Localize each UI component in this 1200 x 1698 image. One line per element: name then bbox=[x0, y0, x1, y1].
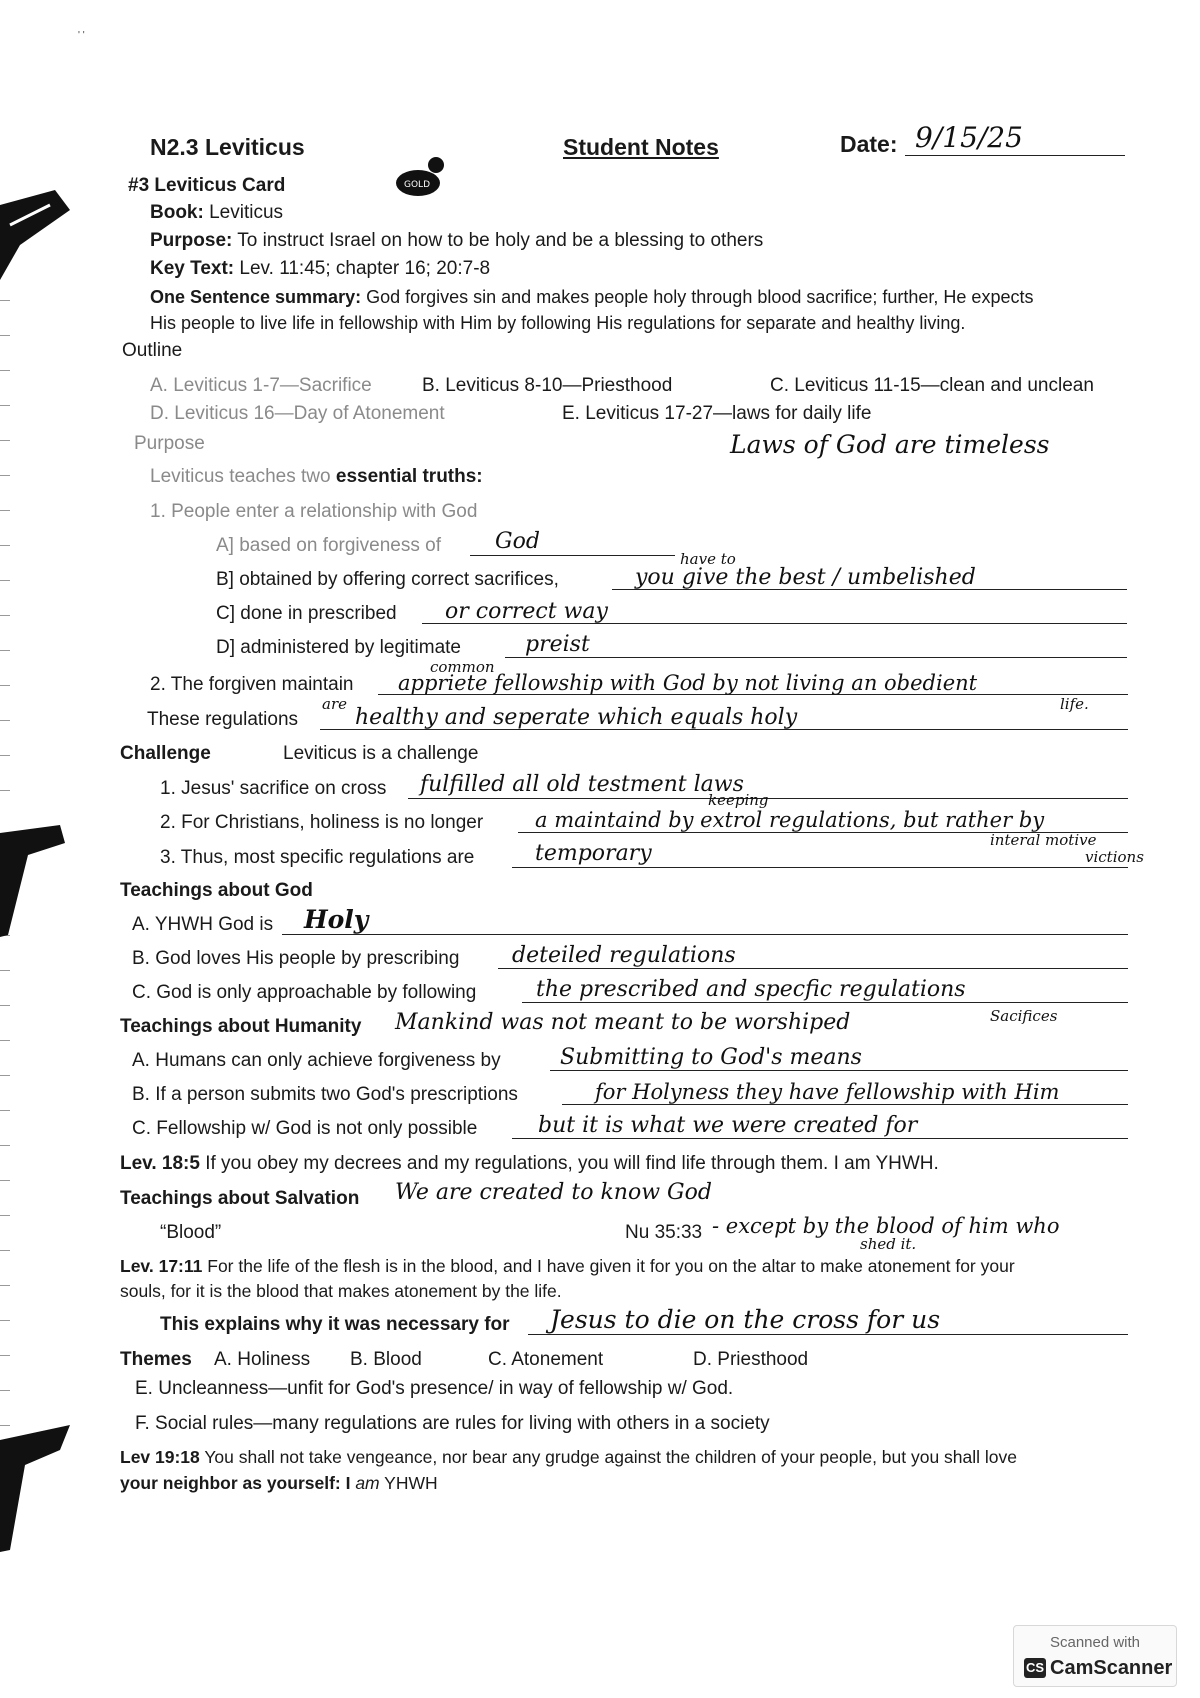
purpose-c-answer: or correct way bbox=[445, 599, 608, 624]
notes-title: Student Notes bbox=[563, 134, 719, 160]
purpose-point-2-answer: appriete fellowship with God by not living an obedient bbox=[398, 671, 978, 695]
purpose-d-label: D] administered by legitimate bbox=[216, 637, 461, 658]
challenge-3-answer: temporary bbox=[535, 841, 652, 866]
challenge-intro: Leviticus is a challenge bbox=[283, 743, 479, 764]
lev-17-11: Lev. 17:11 For the life of the flesh is in the blood, and I have given it for you on the altar to make atonement for your bbox=[120, 1256, 1015, 1276]
god-c-answer-cont: Sacifices bbox=[990, 1007, 1058, 1025]
date-underline bbox=[905, 155, 1125, 156]
lev-17-11-cont: souls, for it is the blood that makes atonement by the life. bbox=[120, 1281, 562, 1301]
purpose-point-2-note: common bbox=[430, 658, 495, 676]
god-b-label: B. God loves His people by prescribing bbox=[132, 948, 460, 969]
outline-item-d: D. Leviticus 16—Day of Atonement bbox=[150, 403, 445, 424]
camscanner-logo-icon: CS bbox=[1024, 1658, 1046, 1678]
binder-clip-top bbox=[0, 185, 80, 295]
purpose-b-label: B] obtained by offering correct sacrifices, bbox=[216, 569, 559, 590]
challenge-1-answer: fulfilled all old testment laws bbox=[420, 772, 744, 797]
challenge-3-line bbox=[512, 867, 1128, 868]
outline-heading: Outline bbox=[122, 340, 183, 361]
purpose-heading: Purpose bbox=[134, 433, 205, 454]
purpose-a-line bbox=[470, 555, 675, 556]
purpose-note: Laws of God are timeless bbox=[730, 430, 1050, 459]
god-b-answer: deteiled regulations bbox=[512, 943, 736, 968]
card-book: Book: Leviticus bbox=[150, 202, 284, 223]
card-key-text: Key Text: Lev. 11:45; chapter 16; 20:7-8 bbox=[150, 258, 491, 279]
humanity-c-line bbox=[512, 1138, 1128, 1139]
outline-item-c: C. Leviticus 11-15—clean and unclean bbox=[770, 375, 1094, 396]
scan-speck: ' ' bbox=[78, 30, 85, 41]
purpose-point-2-answer-cont: life. bbox=[1060, 695, 1089, 713]
lev-19-18-cont: your neighbor as yourself: I am YHWH bbox=[120, 1473, 438, 1493]
challenge-2-answer: a maintaind by extrol regulations, but rather by bbox=[535, 808, 1045, 832]
god-b-line bbox=[498, 968, 1128, 969]
humanity-b-label: B. If a person submits two God's prescriptions bbox=[132, 1084, 518, 1105]
humanity-heading: Teachings about Humanity bbox=[120, 1016, 362, 1037]
camscanner-badge bbox=[1013, 1625, 1177, 1687]
salvation-heading: Teachings about Salvation bbox=[120, 1188, 360, 1209]
purpose-regs-note: are bbox=[322, 695, 347, 713]
god-heading: Teachings about God bbox=[120, 880, 313, 901]
salvation-nu-note-cont: shed it. bbox=[860, 1235, 917, 1253]
lev-18-5: Lev. 18:5 If you obey my decrees and my regulations, you will find life through them. I am YHWH. bbox=[120, 1153, 939, 1174]
challenge-2-label: 2. For Christians, holiness is no longer bbox=[160, 812, 484, 833]
card-purpose: Purpose: To instruct Israel on how to be holy and be a blessing to others bbox=[150, 230, 764, 251]
challenge-2-note: keeping bbox=[708, 791, 769, 809]
purpose-intro: Leviticus teaches two essential truths: bbox=[150, 466, 483, 487]
theme-holiness: A. Holiness bbox=[214, 1349, 311, 1370]
explain-line bbox=[528, 1334, 1128, 1335]
challenge-2-answer-cont: interal motive bbox=[990, 831, 1097, 849]
salvation-blood: “Blood” bbox=[160, 1222, 222, 1243]
humanity-c-label: C. Fellowship w/ God is not only possible bbox=[132, 1118, 478, 1139]
theme-atonement: C. Atonement bbox=[488, 1349, 604, 1370]
purpose-b-answer: you give the best / umbelished bbox=[635, 565, 976, 590]
purpose-d-line bbox=[505, 657, 1127, 658]
badge-scanned-with: Scanned with bbox=[1049, 1634, 1141, 1651]
god-a-label: A. YHWH God is bbox=[132, 914, 274, 935]
salvation-nu-ref: Nu 35:33 bbox=[625, 1222, 703, 1243]
explain-label: This explains why it was necessary for bbox=[160, 1314, 510, 1335]
challenge-3-label: 3. Thus, most specific regulations are bbox=[160, 847, 475, 868]
theme-priesthood: D. Priesthood bbox=[693, 1349, 809, 1370]
purpose-a-label: A] based on forgiveness of bbox=[216, 535, 441, 556]
themes-heading: Themes bbox=[120, 1349, 192, 1370]
card-title: #3 Leviticus Card bbox=[128, 175, 286, 196]
humanity-b-line bbox=[562, 1104, 1128, 1105]
purpose-point-2-label: 2. The forgiven maintain bbox=[150, 674, 354, 695]
card-summary-line2: His people to live life in fellowship with Him by following His regulations for separate and healthy living. bbox=[150, 313, 966, 333]
purpose-point-1: 1. People enter a relationship with God bbox=[150, 501, 478, 522]
god-a-line bbox=[282, 934, 1128, 935]
theme-social-rules: F. Social rules—many regulations are rules for living with others in a society bbox=[135, 1413, 770, 1434]
binder-clip-bottom bbox=[0, 1420, 80, 1560]
purpose-d-answer: preist bbox=[525, 632, 590, 657]
humanity-a-line bbox=[550, 1070, 1128, 1071]
date-value: 9/15/25 bbox=[915, 121, 1023, 154]
god-c-line bbox=[522, 1002, 1128, 1003]
purpose-c-label: C] done in prescribed bbox=[216, 603, 397, 624]
purpose-regs-answer: healthy and seperate which equals holy bbox=[355, 705, 798, 730]
salvation-nu-note: - except by the blood of him who bbox=[712, 1214, 1060, 1238]
humanity-a-answer: Submitting to God's means bbox=[560, 1045, 862, 1070]
humanity-note: Mankind was not meant to be worshiped bbox=[395, 1010, 851, 1035]
humanity-a-label: A. Humans can only achieve forgiveness by bbox=[132, 1050, 501, 1071]
purpose-regs-label: These regulations bbox=[147, 709, 299, 730]
purpose-a-answer: God bbox=[495, 529, 540, 554]
outline-item-e: E. Leviticus 17-27—laws for daily life bbox=[562, 403, 872, 424]
humanity-b-answer: for Holyness they have fellowship with Him bbox=[595, 1080, 1060, 1104]
card-summary: One Sentence summary: God forgives sin and makes people holy through blood sacrifice; further, He expects bbox=[150, 287, 1034, 307]
doodle-icon bbox=[390, 147, 450, 207]
binder-clip-middle bbox=[0, 825, 80, 945]
purpose-b-note: have to bbox=[680, 550, 736, 568]
challenge-3-answer-cont: victions bbox=[1085, 848, 1144, 866]
theme-uncleanness: E. Uncleanness—unfit for God's presence/ in way of fellowship w/ God. bbox=[135, 1378, 734, 1399]
explain-answer: Jesus to die on the cross for us bbox=[550, 1305, 941, 1334]
date-label: Date: bbox=[840, 131, 898, 157]
god-c-label: C. God is only approachable by following bbox=[132, 982, 477, 1003]
challenge-heading: Challenge bbox=[120, 743, 211, 764]
outline-item-b: B. Leviticus 8-10—Priesthood bbox=[422, 375, 673, 396]
challenge-1-label: 1. Jesus' sacrifice on cross bbox=[160, 778, 387, 799]
god-c-answer: the prescribed and specfic regulations bbox=[536, 977, 966, 1002]
outline-item-a: A. Leviticus 1-7—Sacrifice bbox=[150, 375, 372, 396]
svg-text:GOLD: GOLD bbox=[404, 180, 431, 190]
theme-blood: B. Blood bbox=[350, 1349, 422, 1370]
badge-brand: CS CamScanner bbox=[1025, 1657, 1173, 1679]
lev-19-18: Lev 19:18 You shall not take vengeance, nor bear any grudge against the children of your people, but you shall love bbox=[120, 1447, 1018, 1467]
salvation-note: We are created to know God bbox=[395, 1180, 712, 1205]
humanity-c-answer: but it is what we were created for bbox=[538, 1113, 918, 1138]
page-code-title: N2.3 Leviticus bbox=[150, 134, 305, 160]
god-a-answer: Holy bbox=[304, 905, 369, 934]
